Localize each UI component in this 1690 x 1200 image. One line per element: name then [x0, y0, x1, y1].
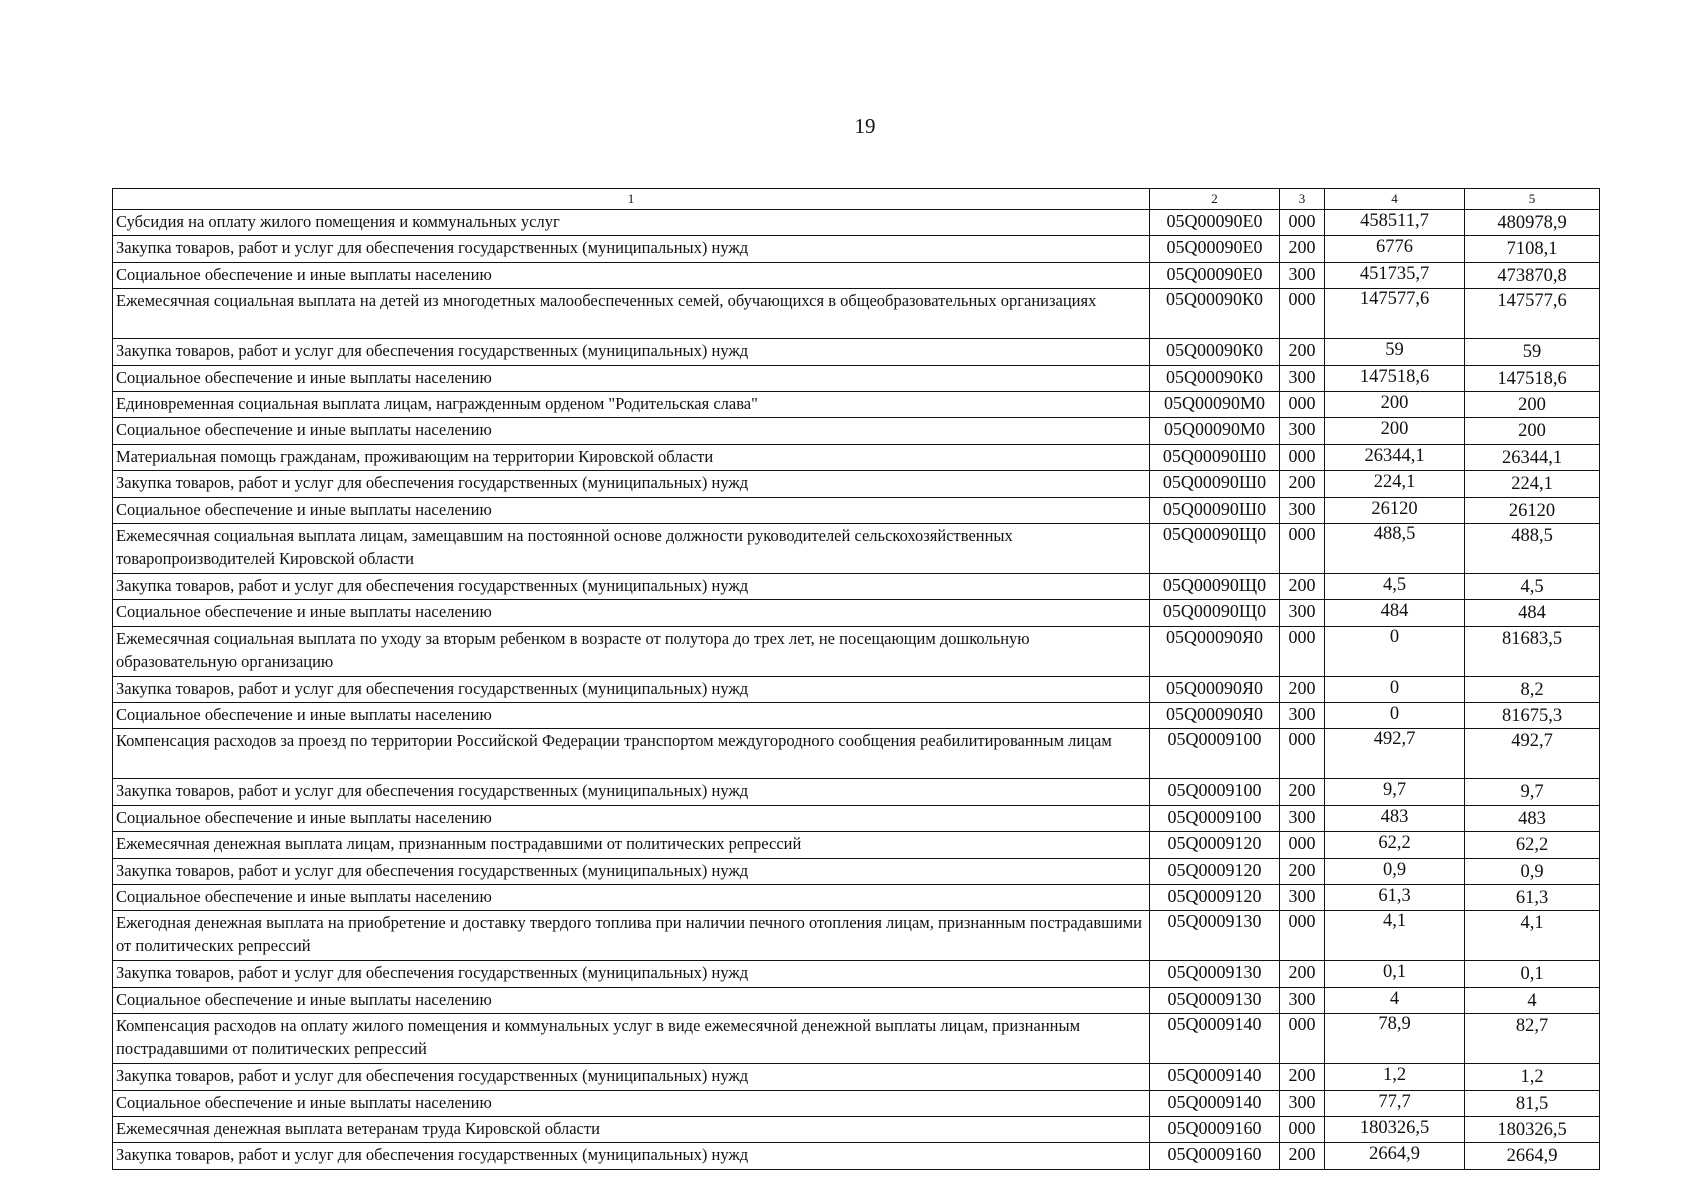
row-value-col5-cell: 4,1 [1465, 911, 1600, 961]
table-row [113, 365, 1600, 391]
row-kind-cell: 000 [1280, 1116, 1325, 1142]
row-code-cell: 05Q0009100 [1150, 805, 1280, 831]
row-name-cell: Компенсация расходов на оплату жилого помещения и коммунальных услуг в виде ежемесячной денежной выплаты лицам, признанным пострадавшими от политических репрессий [113, 1014, 1150, 1064]
row-kind-cell: 000 [1280, 911, 1325, 961]
row-value-col5-cell: 61,3 [1465, 885, 1600, 911]
table-row [113, 497, 1600, 523]
row-value-col5-cell: 26120 [1465, 497, 1600, 523]
row-code-cell: 05Q00090К0 [1150, 339, 1280, 365]
row-name-cell: Закупка товаров, работ и услуг для обеспечения государственных (муниципальных) нужд [113, 676, 1150, 702]
row-kind-cell: 200 [1280, 961, 1325, 987]
row-name-cell: Закупка товаров, работ и услуг для обеспечения государственных (муниципальных) нужд [113, 339, 1150, 365]
row-name-cell: Материальная помощь гражданам, проживающим на территории Кировской области [113, 444, 1150, 470]
row-code-cell: 05Q00090Щ0 [1150, 600, 1280, 626]
row-code-cell: 05Q0009130 [1150, 911, 1280, 961]
column-header-1: 1 [113, 189, 1150, 210]
table-row [113, 289, 1600, 339]
row-value-col5-cell: 2664,9 [1465, 1143, 1600, 1169]
row-code-cell: 05Q00090Я0 [1150, 626, 1280, 676]
row-kind-cell: 300 [1280, 885, 1325, 911]
table-row [113, 911, 1600, 961]
row-value-col4-cell: 26344,1 [1325, 444, 1465, 470]
row-value-col5-cell: 492,7 [1465, 729, 1600, 779]
table-row [113, 805, 1600, 831]
row-kind-cell: 000 [1280, 1014, 1325, 1064]
row-value-col4-cell: 59 [1325, 339, 1465, 365]
table-row [113, 676, 1600, 702]
table-row [113, 885, 1600, 911]
row-value-col5-cell: 484 [1465, 600, 1600, 626]
table-row [113, 1116, 1600, 1142]
row-name-cell: Закупка товаров, работ и услуг для обеспечения государственных (муниципальных) нужд [113, 779, 1150, 805]
row-value-col5-cell: 0,1 [1465, 961, 1600, 987]
row-value-col4-cell: 0 [1325, 626, 1465, 676]
table-row [113, 236, 1600, 262]
row-code-cell: 05Q0009140 [1150, 1014, 1280, 1064]
row-value-col5-cell: 8,2 [1465, 676, 1600, 702]
table-row [113, 1014, 1600, 1064]
row-kind-cell: 200 [1280, 236, 1325, 262]
row-name-cell: Ежемесячная социальная выплата лицам, замещавшим на постоянной основе должности руководителей сельскохозяйственных товаропроизводителей Кировской области [113, 523, 1150, 573]
table-row [113, 1090, 1600, 1116]
table-body [113, 189, 1600, 1170]
row-code-cell: 05Q00090М0 [1150, 391, 1280, 417]
column-header-4: 4 [1325, 189, 1465, 210]
row-kind-cell: 000 [1280, 289, 1325, 339]
row-value-col5-cell: 480978,9 [1465, 210, 1600, 236]
table-row [113, 418, 1600, 444]
row-kind-cell: 200 [1280, 676, 1325, 702]
row-value-col5-cell: 483 [1465, 805, 1600, 831]
table-header-row [113, 189, 1600, 210]
row-kind-cell: 200 [1280, 779, 1325, 805]
row-name-cell: Компенсация расходов за проезд по территории Российской Федерации транспортом междугородного сообщения реабилитированным лицам [113, 729, 1150, 779]
row-value-col4-cell: 200 [1325, 418, 1465, 444]
row-value-col4-cell: 492,7 [1325, 729, 1465, 779]
row-kind-cell: 000 [1280, 523, 1325, 573]
row-value-col4-cell: 77,7 [1325, 1090, 1465, 1116]
row-name-cell: Социальное обеспечение и иные выплаты населению [113, 418, 1150, 444]
row-value-col5-cell: 81,5 [1465, 1090, 1600, 1116]
row-kind-cell: 200 [1280, 1143, 1325, 1169]
row-value-col4-cell: 0 [1325, 676, 1465, 702]
row-kind-cell: 000 [1280, 729, 1325, 779]
row-value-col5-cell: 0,9 [1465, 858, 1600, 884]
table-row [113, 262, 1600, 288]
row-name-cell: Социальное обеспечение и иные выплаты населению [113, 365, 1150, 391]
row-value-col5-cell: 473870,8 [1465, 262, 1600, 288]
row-name-cell: Социальное обеспечение и иные выплаты населению [113, 1090, 1150, 1116]
table-row [113, 573, 1600, 599]
row-value-col4-cell: 4 [1325, 987, 1465, 1013]
column-header-5: 5 [1465, 189, 1600, 210]
row-value-col4-cell: 62,2 [1325, 832, 1465, 858]
table-row [113, 1064, 1600, 1090]
row-name-cell: Единовременная социальная выплата лицам, награжденным орденом "Родительская слава" [113, 391, 1150, 417]
table-row [113, 600, 1600, 626]
row-name-cell: Ежемесячная социальная выплата по уходу за вторым ребенком в возрасте от полутора до трех лет, не посещающим дошкольную образовательную организацию [113, 626, 1150, 676]
row-value-col4-cell: 451735,7 [1325, 262, 1465, 288]
table-row [113, 832, 1600, 858]
row-code-cell: 05Q00090М0 [1150, 418, 1280, 444]
row-value-col4-cell: 484 [1325, 600, 1465, 626]
row-kind-cell: 200 [1280, 858, 1325, 884]
row-name-cell: Ежемесячная денежная выплата ветеранам труда Кировской области [113, 1116, 1150, 1142]
row-code-cell: 05Q00090Е0 [1150, 210, 1280, 236]
row-name-cell: Закупка товаров, работ и услуг для обеспечения государственных (муниципальных) нужд [113, 961, 1150, 987]
row-value-col5-cell: 62,2 [1465, 832, 1600, 858]
row-name-cell: Закупка товаров, работ и услуг для обеспечения государственных (муниципальных) нужд [113, 236, 1150, 262]
row-value-col5-cell: 4 [1465, 987, 1600, 1013]
row-value-col5-cell: 59 [1465, 339, 1600, 365]
row-value-col4-cell: 2664,9 [1325, 1143, 1465, 1169]
table-row [113, 626, 1600, 676]
row-value-col5-cell: 224,1 [1465, 471, 1600, 497]
row-kind-cell: 200 [1280, 339, 1325, 365]
table-row [113, 729, 1600, 779]
row-kind-cell: 300 [1280, 418, 1325, 444]
row-kind-cell: 300 [1280, 805, 1325, 831]
row-value-col4-cell: 0,1 [1325, 961, 1465, 987]
row-value-col4-cell: 0,9 [1325, 858, 1465, 884]
row-value-col4-cell: 0 [1325, 703, 1465, 729]
row-name-cell: Социальное обеспечение и иные выплаты населению [113, 805, 1150, 831]
column-header-2: 2 [1150, 189, 1280, 210]
row-value-col4-cell: 61,3 [1325, 885, 1465, 911]
table-row [113, 210, 1600, 236]
row-value-col4-cell: 147518,6 [1325, 365, 1465, 391]
table-row [113, 444, 1600, 470]
row-value-col5-cell: 147577,6 [1465, 289, 1600, 339]
row-kind-cell: 000 [1280, 832, 1325, 858]
row-kind-cell: 300 [1280, 365, 1325, 391]
row-code-cell: 05Q0009130 [1150, 961, 1280, 987]
row-name-cell: Ежемесячная денежная выплата лицам, признанным пострадавшими от политических репрессий [113, 832, 1150, 858]
row-name-cell: Субсидия на оплату жилого помещения и коммунальных услуг [113, 210, 1150, 236]
row-code-cell: 05Q0009140 [1150, 1064, 1280, 1090]
row-name-cell: Ежемесячная социальная выплата на детей из многодетных малообеспеченных семей, обучающихся в общеобразовательных организациях [113, 289, 1150, 339]
row-kind-cell: 300 [1280, 987, 1325, 1013]
row-value-col4-cell: 4,1 [1325, 911, 1465, 961]
row-code-cell: 05Q0009100 [1150, 729, 1280, 779]
row-code-cell: 05Q00090Щ0 [1150, 523, 1280, 573]
row-value-col4-cell: 458511,7 [1325, 210, 1465, 236]
row-value-col4-cell: 200 [1325, 391, 1465, 417]
row-value-col5-cell: 82,7 [1465, 1014, 1600, 1064]
row-name-cell: Социальное обеспечение и иные выплаты населению [113, 600, 1150, 626]
row-code-cell: 05Q00090Е0 [1150, 262, 1280, 288]
row-kind-cell: 200 [1280, 471, 1325, 497]
row-name-cell: Закупка товаров, работ и услуг для обеспечения государственных (муниципальных) нужд [113, 573, 1150, 599]
table-row [113, 471, 1600, 497]
row-kind-cell: 000 [1280, 391, 1325, 417]
row-value-col4-cell: 4,5 [1325, 573, 1465, 599]
row-code-cell: 05Q0009160 [1150, 1143, 1280, 1169]
row-name-cell: Закупка товаров, работ и услуг для обеспечения государственных (муниципальных) нужд [113, 858, 1150, 884]
row-kind-cell: 000 [1280, 210, 1325, 236]
row-value-col5-cell: 26344,1 [1465, 444, 1600, 470]
row-value-col4-cell: 224,1 [1325, 471, 1465, 497]
row-name-cell: Социальное обеспечение и иные выплаты населению [113, 262, 1150, 288]
table-row [113, 961, 1600, 987]
row-value-col5-cell: 81683,5 [1465, 626, 1600, 676]
table-row [113, 779, 1600, 805]
row-code-cell: 05Q00090К0 [1150, 365, 1280, 391]
row-value-col5-cell: 7108,1 [1465, 236, 1600, 262]
table-row [113, 1143, 1600, 1169]
row-value-col5-cell: 200 [1465, 418, 1600, 444]
row-name-cell: Социальное обеспечение и иные выплаты населению [113, 497, 1150, 523]
budget-table [112, 188, 1600, 1170]
row-value-col5-cell: 81675,3 [1465, 703, 1600, 729]
row-name-cell: Социальное обеспечение и иные выплаты населению [113, 987, 1150, 1013]
row-name-cell: Социальное обеспечение и иные выплаты населению [113, 885, 1150, 911]
row-value-col4-cell: 9,7 [1325, 779, 1465, 805]
row-kind-cell: 300 [1280, 262, 1325, 288]
table-row [113, 523, 1600, 573]
row-value-col4-cell: 483 [1325, 805, 1465, 831]
row-name-cell: Ежегодная денежная выплата на приобретение и доставку твердого топлива при наличии печного отопления лицам, признанным пострадавшими от политических репрессий [113, 911, 1150, 961]
row-kind-cell: 000 [1280, 444, 1325, 470]
row-value-col4-cell: 180326,5 [1325, 1116, 1465, 1142]
row-code-cell: 05Q00090Ш0 [1150, 497, 1280, 523]
row-value-col5-cell: 180326,5 [1465, 1116, 1600, 1142]
table-row [113, 858, 1600, 884]
row-kind-cell: 300 [1280, 1090, 1325, 1116]
row-code-cell: 05Q0009160 [1150, 1116, 1280, 1142]
row-value-col4-cell: 1,2 [1325, 1064, 1465, 1090]
row-code-cell: 05Q0009120 [1150, 885, 1280, 911]
table-row [113, 391, 1600, 417]
row-name-cell: Закупка товаров, работ и услуг для обеспечения государственных (муниципальных) нужд [113, 471, 1150, 497]
row-value-col5-cell: 200 [1465, 391, 1600, 417]
row-value-col4-cell: 147577,6 [1325, 289, 1465, 339]
row-code-cell: 05Q00090Ш0 [1150, 444, 1280, 470]
row-kind-cell: 200 [1280, 573, 1325, 599]
row-code-cell: 05Q0009100 [1150, 779, 1280, 805]
row-code-cell: 05Q0009140 [1150, 1090, 1280, 1116]
row-code-cell: 05Q0009130 [1150, 987, 1280, 1013]
table-row [113, 703, 1600, 729]
row-code-cell: 05Q00090Щ0 [1150, 573, 1280, 599]
row-value-col5-cell: 147518,6 [1465, 365, 1600, 391]
table-row [113, 987, 1600, 1013]
row-code-cell: 05Q00090К0 [1150, 289, 1280, 339]
row-value-col4-cell: 6776 [1325, 236, 1465, 262]
row-value-col5-cell: 1,2 [1465, 1064, 1600, 1090]
row-kind-cell: 300 [1280, 497, 1325, 523]
row-code-cell: 05Q00090Я0 [1150, 676, 1280, 702]
table-row [113, 339, 1600, 365]
row-kind-cell: 000 [1280, 626, 1325, 676]
row-name-cell: Социальное обеспечение и иные выплаты населению [113, 703, 1150, 729]
row-code-cell: 05Q00090Е0 [1150, 236, 1280, 262]
row-value-col4-cell: 78,9 [1325, 1014, 1465, 1064]
row-code-cell: 05Q00090Я0 [1150, 703, 1280, 729]
row-value-col4-cell: 26120 [1325, 497, 1465, 523]
row-name-cell: Закупка товаров, работ и услуг для обеспечения государственных (муниципальных) нужд [113, 1064, 1150, 1090]
page-number: 19 [854, 114, 876, 138]
row-kind-cell: 300 [1280, 600, 1325, 626]
row-value-col4-cell: 488,5 [1325, 523, 1465, 573]
row-code-cell: 05Q0009120 [1150, 858, 1280, 884]
row-value-col5-cell: 4,5 [1465, 573, 1600, 599]
row-kind-cell: 300 [1280, 703, 1325, 729]
row-name-cell: Закупка товаров, работ и услуг для обеспечения государственных (муниципальных) нужд [113, 1143, 1150, 1169]
row-value-col5-cell: 9,7 [1465, 779, 1600, 805]
column-header-3: 3 [1280, 189, 1325, 210]
row-kind-cell: 200 [1280, 1064, 1325, 1090]
row-code-cell: 05Q00090Ш0 [1150, 471, 1280, 497]
row-value-col5-cell: 488,5 [1465, 523, 1600, 573]
row-code-cell: 05Q0009120 [1150, 832, 1280, 858]
